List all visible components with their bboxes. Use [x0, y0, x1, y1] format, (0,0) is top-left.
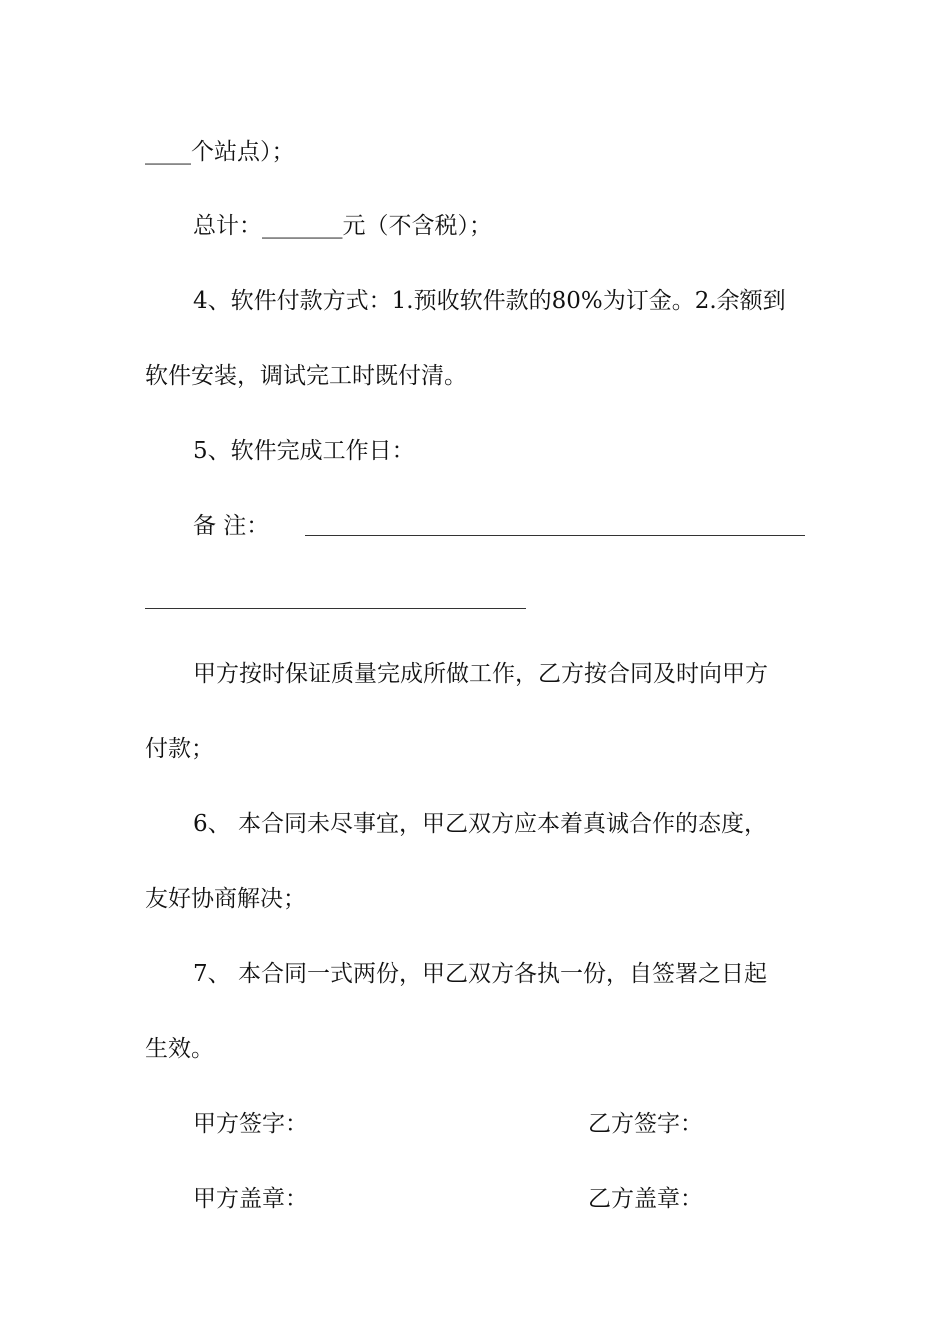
remarks-underline [305, 535, 805, 536]
party-a-seal-label: 甲方盖章： [193, 1186, 308, 1212]
payment-terms-continued-line: 软件安装，调试完工时既付清。 [145, 363, 467, 389]
remarks-underline-continued [145, 608, 526, 609]
clause-7-line: 7、 本合同一式两份，甲乙双方各执一份，自签署之日起 [193, 961, 767, 987]
party-b-signature-label: 乙方签字： [588, 1111, 703, 1137]
completion-days-line: 5、软件完成工作日： [193, 438, 415, 464]
total-amount-line: 总计：_______元（不含税）； [193, 213, 492, 239]
sites-count-line: ____个站点）； [145, 139, 295, 165]
clause-7-continued-line: 生效。 [145, 1036, 214, 1062]
obligations-continued-line: 付款； [145, 736, 214, 762]
party-b-seal-label: 乙方盖章： [588, 1186, 703, 1212]
payment-terms-line: 4、软件付款方式：1.预收软件款的80%为订金。2.余额到 [193, 288, 786, 314]
obligations-line: 甲方按时保证质量完成所做工作，乙方按合同及时向甲方 [193, 661, 768, 687]
party-a-signature-label: 甲方签字： [193, 1111, 308, 1137]
clause-6-line: 6、 本合同未尽事宜，甲乙双方应本着真诚合作的态度， [193, 811, 767, 837]
remarks-label: 备 注： [193, 513, 270, 539]
clause-6-continued-line: 友好协商解决； [145, 886, 306, 912]
